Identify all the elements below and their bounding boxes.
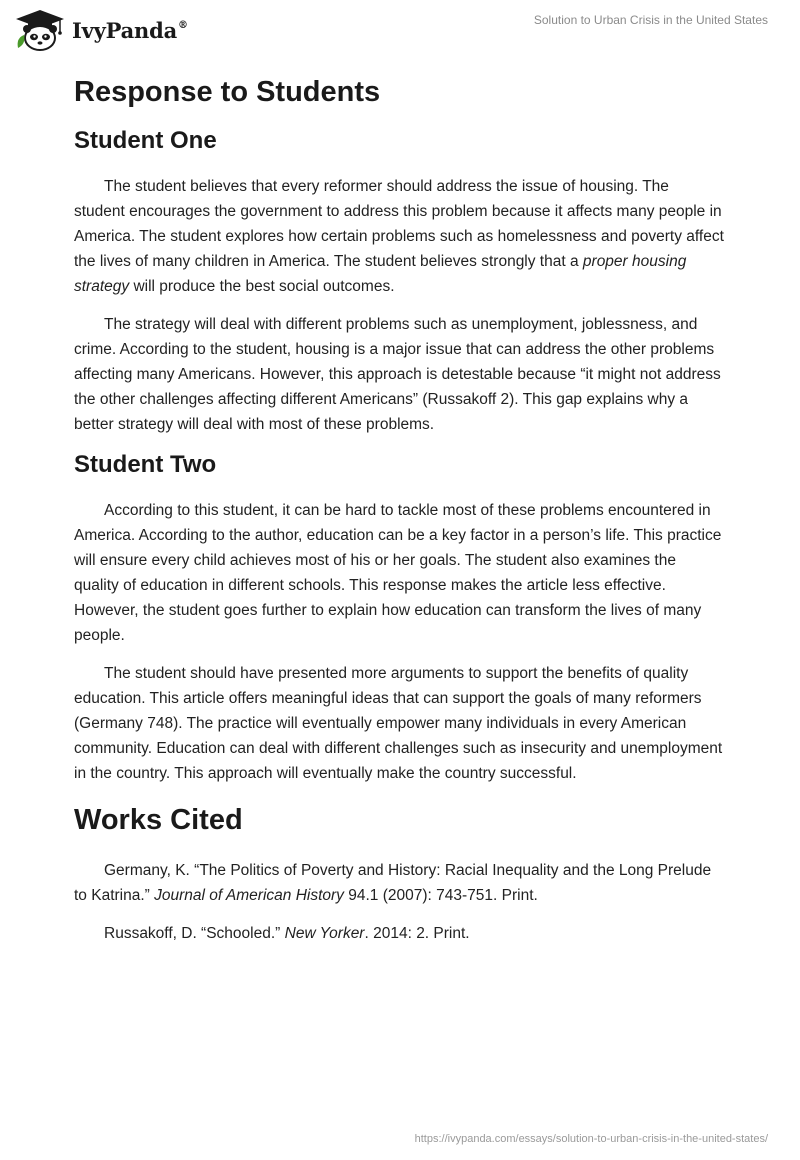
paragraph: The student believes that every reformer should address the issue of housing. The student encourages the government to address this problem because it affects many people in America. The student explores how certain problems such as homelessness and poverty affect the lives of many children in America. The student believes strongly that a proper housing strategy will produce the best social outcomes. bbox=[74, 178, 724, 295]
citation-entry: Russakoff, D. “Schooled.” New Yorker. 2014: 2. Print. bbox=[104, 925, 470, 942]
subheading-student-two: Student Two bbox=[74, 451, 217, 478]
source-url[interactable]: https://ivypanda.com/essays/solution-to-urban-crisis-in-the-united-states/ bbox=[414, 1133, 768, 1145]
brand-name: IvyPanda® bbox=[72, 17, 188, 43]
document-title: Solution to Urban Crisis in the United States bbox=[533, 13, 768, 27]
brand-logo[interactable] bbox=[14, 8, 188, 52]
section-heading: Response to Students bbox=[74, 76, 381, 108]
paragraph: According to this student, it can be hard to tackle most of these problems encountered in America. According to the author, education can be a key factor in a person’s life. This practice will ensure every child achieves most of his or her goals. The student also examines the quality of education in different schools. This response makes the article less effective. However, the student goes further to explain how education can transform the lives of many people. bbox=[74, 502, 722, 644]
subheading-student-one: Student One bbox=[74, 127, 217, 154]
page-header bbox=[0, 0, 800, 60]
citation-entry: Germany, K. “The Politics of Poverty and History: Racial Inequality and the Long Prelude to Katrina.” Journal of American History 94.1 (2007): 743-751. Print. bbox=[74, 862, 712, 904]
works-cited-heading: Works Cited bbox=[74, 804, 243, 836]
paragraph: The student should have presented more arguments to support the benefits of quality education. This article offers meaningful ideas that can support the goals of many reformers (Germany 748). The practice will eventually empower many individuals in every American community. Education can deal with different challenges such as insecurity and unemployment in the country. This approach will eventually make the country successful. bbox=[74, 665, 723, 782]
panda-graduate-icon bbox=[14, 8, 66, 52]
essay-content bbox=[74, 66, 724, 959]
paragraph: The strategy will deal with different problems such as unemployment, joblessness, and crime. According to the student, housing is a major issue that can address the other problems affecting many Americans. However, this approach is detestable because “it might not address the other challenges affecting different Americans” (Russakoff 2). This gap explains why a better strategy will deal with most of these problems. bbox=[74, 316, 721, 433]
